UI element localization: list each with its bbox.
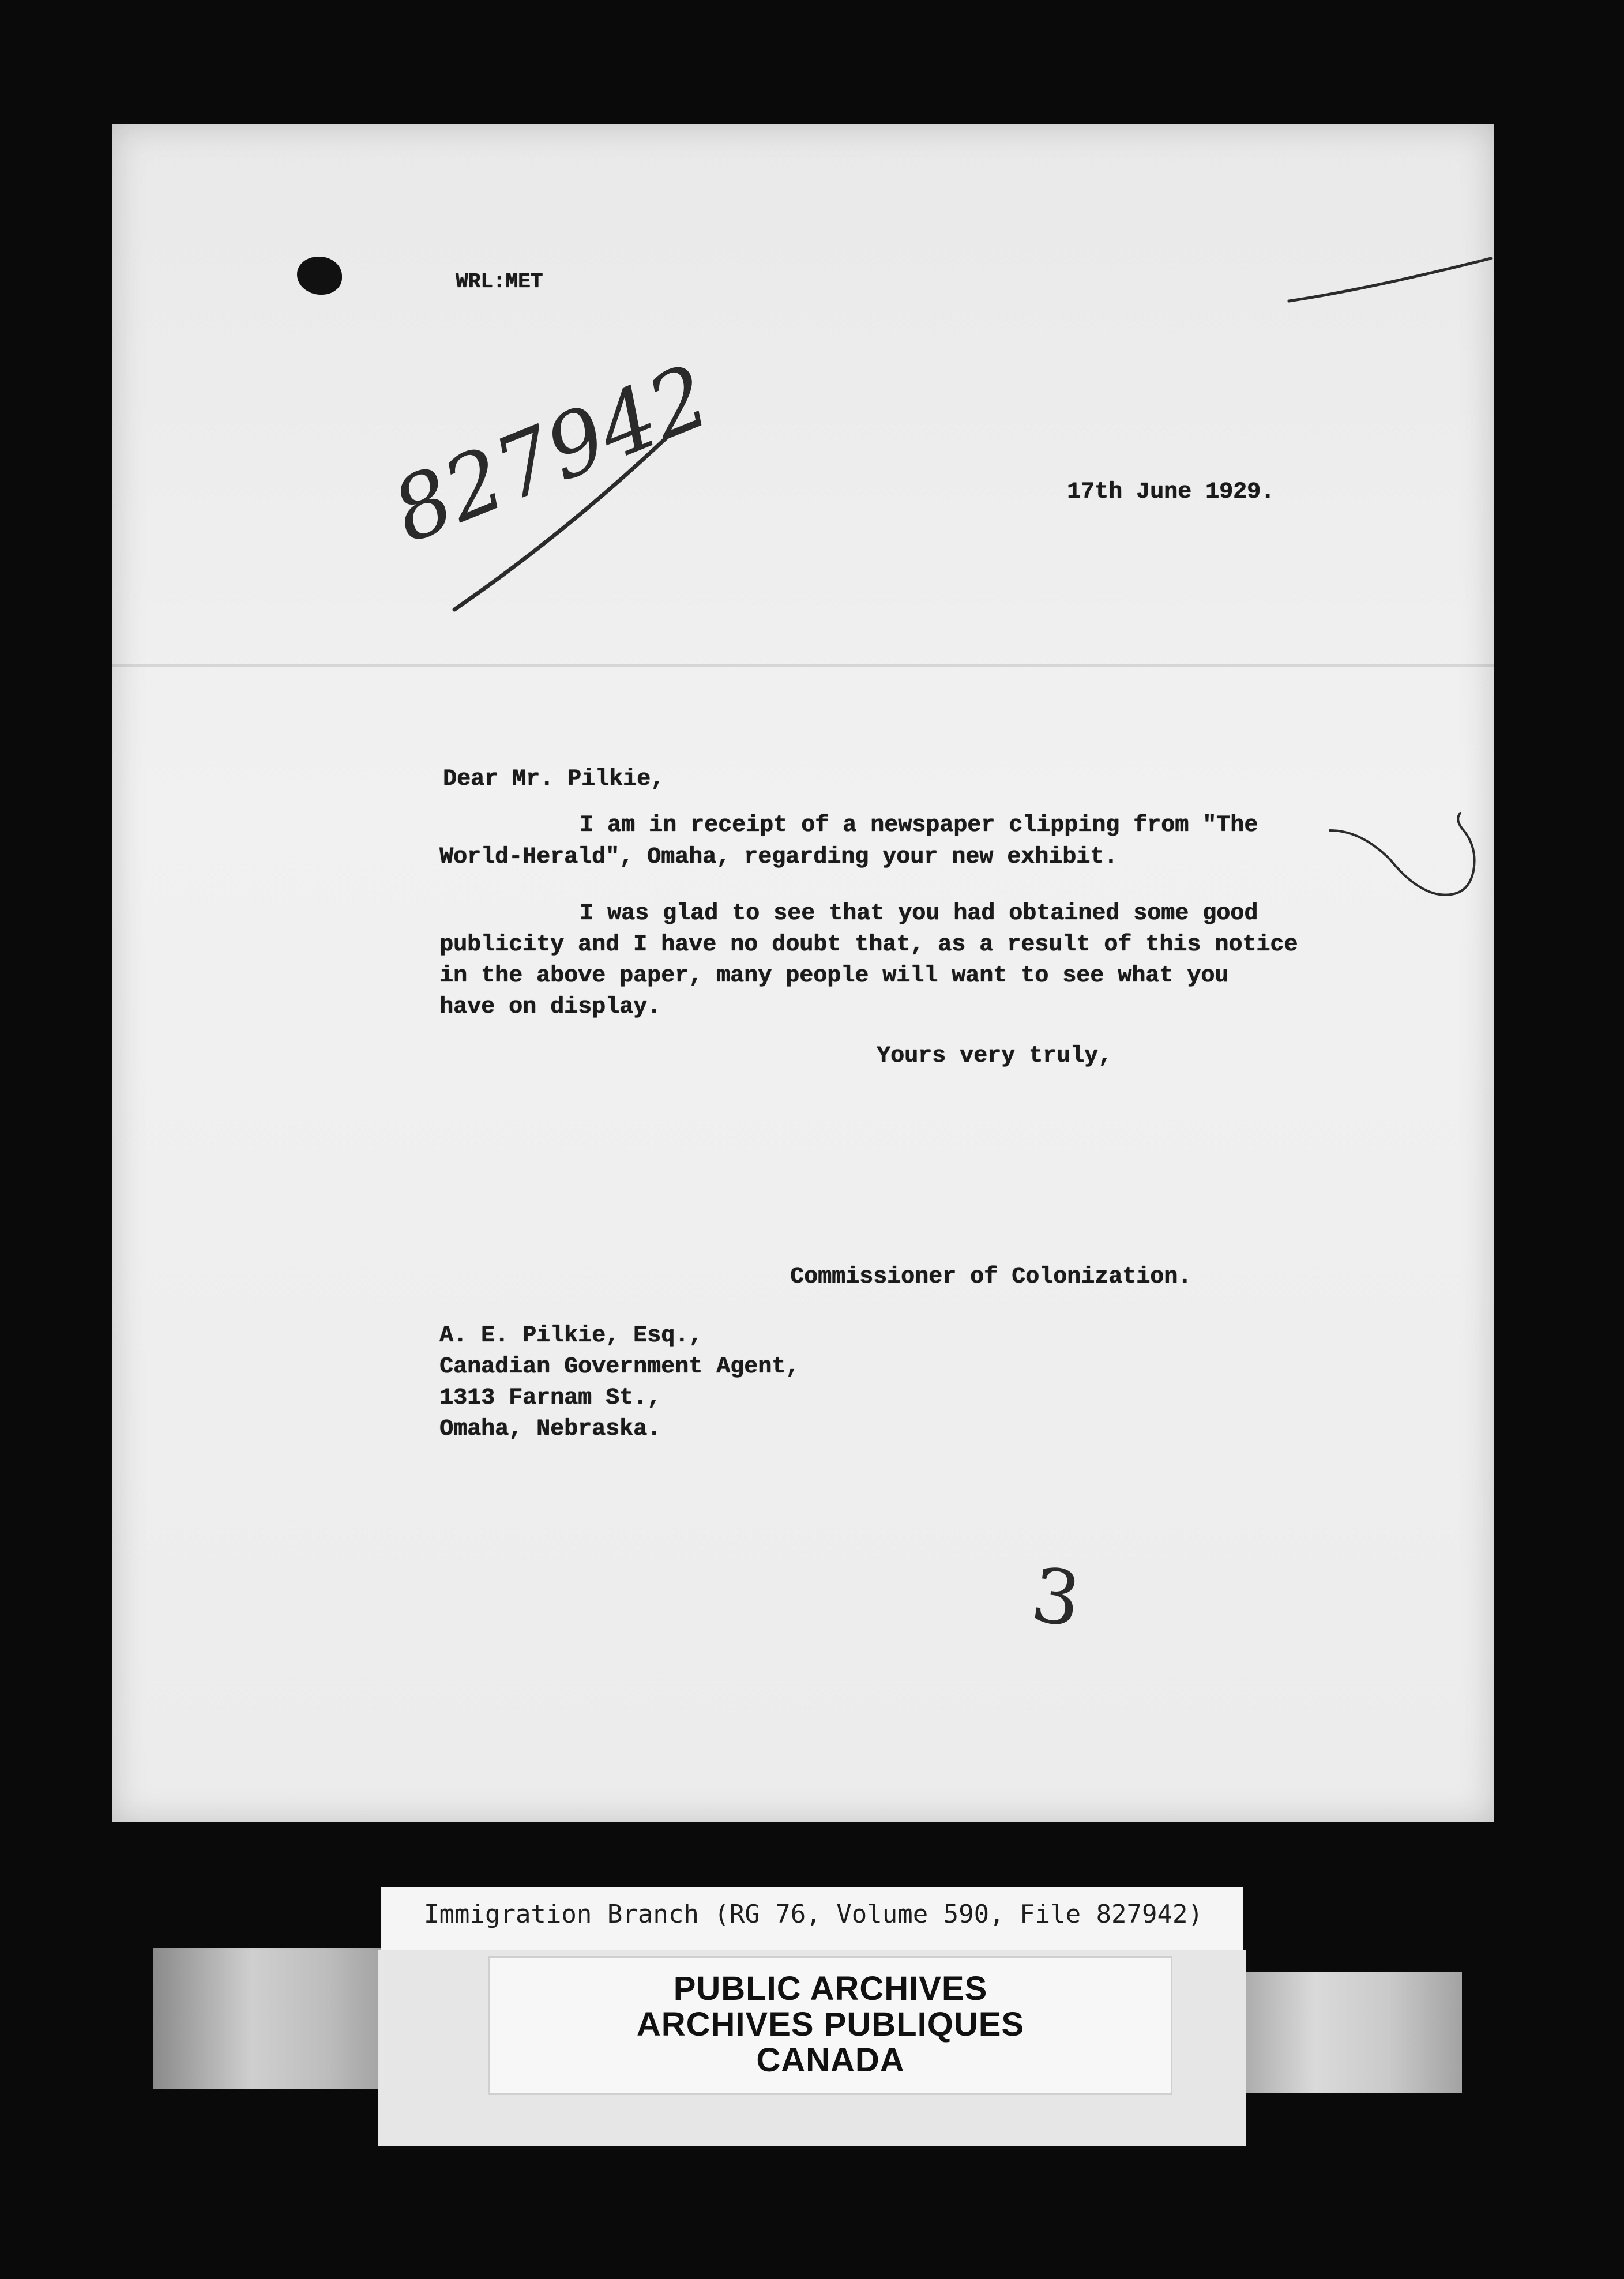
handwritten-file-number: 827942 [379,345,723,563]
signature-title: Commissioner of Colonization. [790,1264,1192,1290]
address-line-1: A. E. Pilkie, Esq., [439,1323,703,1349]
stamp-line-2: ARCHIVES PUBLIQUES [636,2006,1025,2043]
tape-right [1217,1972,1462,2093]
salutation: Dear Mr. Pilkie, [443,766,665,792]
paper-fold-line [112,664,1494,667]
paragraph-1-line-1: I am in receipt of a newspaper clipping from "The [580,813,1258,838]
stamp-line-3: CANADA [756,2041,905,2079]
paragraph-2-line-3: in the above paper, many people will want to see what you [439,963,1229,989]
handwritten-mark: 3 [1026,1550,1086,1645]
reference-initials: WRL:MET [456,270,543,294]
address-line-2: Canadian Government Agent, [439,1354,800,1380]
paragraph-2-line-4: have on display. [439,994,661,1020]
paragraph-1-line-2: World-Herald", Omaha, regarding your new exhibit. [439,844,1118,870]
letter-date: 17th June 1929. [1067,479,1275,505]
paragraph-2-line-1: I was glad to see that you had obtained some good [580,901,1258,927]
paragraph-2-line-2: publicity and I have no doubt that, as a result of this notice [439,932,1298,958]
address-line-3: 1313 Farnam St., [439,1385,661,1411]
pen-stroke-top-right [1286,248,1494,311]
handwritten-underline-stroke [450,424,675,617]
address-line-4: Omaha, Nebraska. [439,1416,661,1442]
margin-squiggle [1326,807,1499,917]
tape-left [153,1948,401,2089]
closing: Yours very truly, [877,1043,1112,1069]
archive-reference: Immigration Branch (RG 76, Volume 590, File 827942) [424,1900,1204,1929]
stamp-line-1: PUBLIC ARCHIVES [673,1970,988,2007]
